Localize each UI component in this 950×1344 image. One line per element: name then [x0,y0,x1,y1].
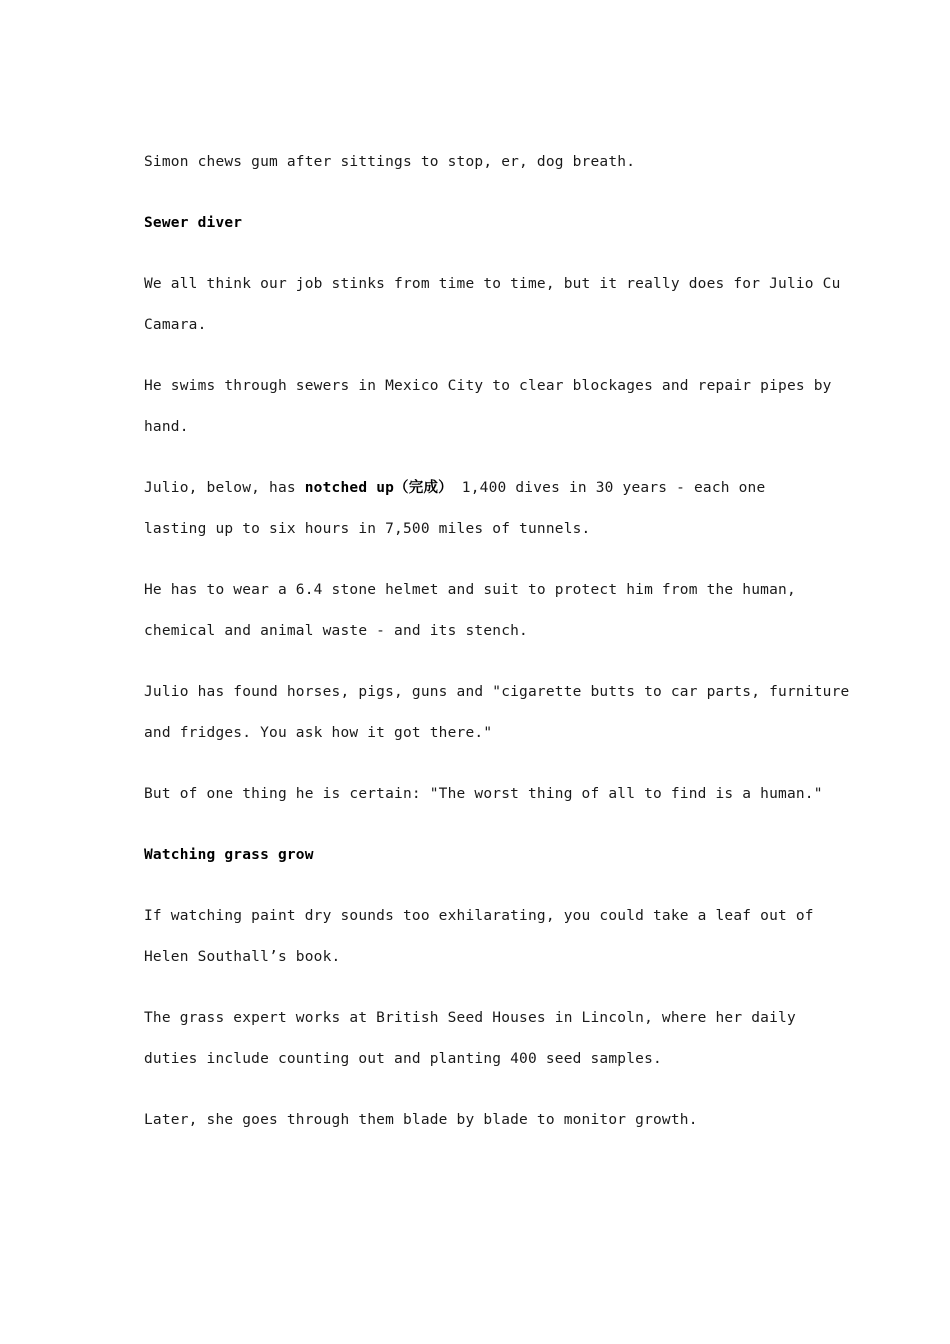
notched-up-term: notched up（完成） [304,480,453,496]
paragraph-simon: Simon chews gum after sittings to stop, er, dog breath. [144,154,636,170]
paragraph-dives-line2: lasting up to six hours in 7,500 miles of tunnels. [144,521,591,537]
paragraph-helmet-line1: He has to wear a 6.4 stone helmet and suit to protect him from the human, [144,582,796,598]
paragraph-swims-sewers-line2: hand. [144,419,189,435]
paragraph-found-line1: Julio has found horses, pigs, guns and "cigarette butts to car parts, furniture [144,684,850,700]
paragraph-paint-dry-line2: Helen Southall’s book. [144,949,341,965]
paragraph-certain: But of one thing he is certain: "The worst thing of all to find is a human." [144,786,823,802]
paragraph-grass-expert-line2: duties include counting out and planting 400 seed samples. [144,1051,662,1067]
paragraph-blade-by-blade: Later, she goes through them blade by blade to monitor growth. [144,1112,698,1128]
paragraph-found-line2: and fridges. You ask how it got there." [144,725,493,741]
dives-text-before: Julio, below, has [144,480,305,496]
heading-sewer-diver: Sewer diver [144,215,243,231]
paragraph-swims-sewers-line1: He swims through sewers in Mexico City to clear blockages and repair pipes by [144,378,832,394]
paragraph-helmet-line2: chemical and animal waste - and its stench. [144,623,528,639]
paragraph-paint-dry-line1: If watching paint dry sounds too exhilarating, you could take a leaf out of [144,908,814,924]
paragraph-job-stinks-line1: We all think our job stinks from time to time, but it really does for Julio Cu [144,276,841,292]
paragraph-job-stinks-line2: Camara. [144,317,207,333]
heading-watching-grass-grow: Watching grass grow [144,847,314,863]
paragraph-dives-line1 [144,478,765,498]
paragraph-grass-expert-line1: The grass expert works at British Seed Houses in Lincoln, where her daily [144,1010,796,1026]
dives-text-after: 1,400 dives in 30 years - each one [452,480,766,496]
